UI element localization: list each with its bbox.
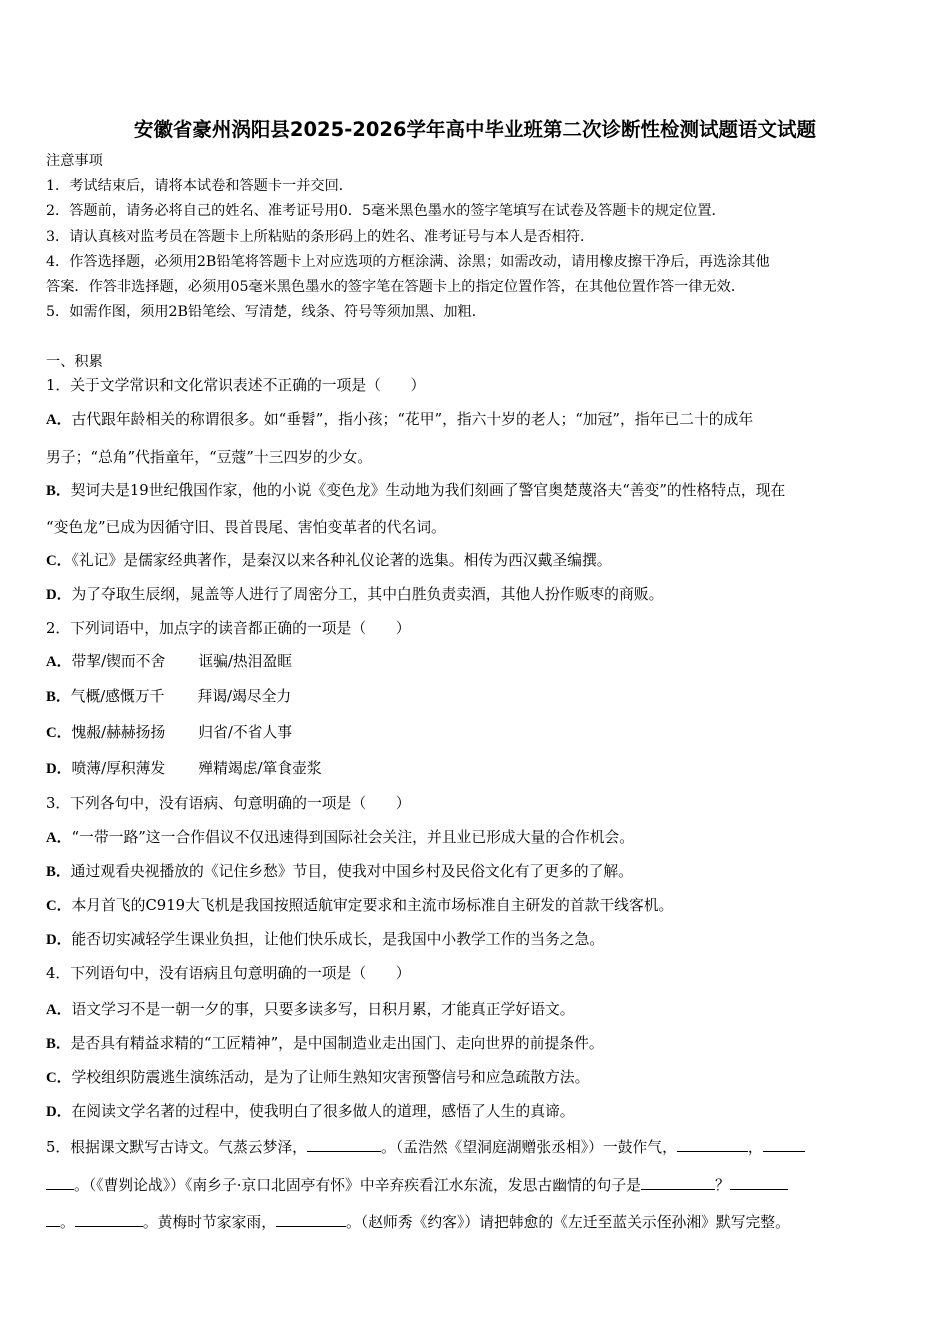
answer-blank[interactable] xyxy=(75,1212,143,1227)
notice-item: 答案．作答非选择题，必须用05毫米黑色墨水的签字笔在答题卡上的指定位置作答，在其他位置作答一律无效． xyxy=(46,279,746,295)
question-5-text: ， xyxy=(747,1139,763,1156)
question-2-option-c xyxy=(46,724,292,742)
option-text: 古代跟年龄相关的称谓很多。如“垂髫”，指小孩；“花甲”，指六十岁的老人；“加冠”，指年已二十的成年 xyxy=(71,411,754,428)
notice-item: 2．答题前，请务必将自己的姓名、准考证号用0．5毫米黑色墨水的签字笔填写在试卷及答题卡的规定位置． xyxy=(46,203,726,219)
option-text: 通过观看央视播放的《记住乡愁》节目，使我对中国乡村及民俗文化有了更多的了解。 xyxy=(70,863,633,880)
question-4-option-d xyxy=(46,1103,575,1121)
option-text: 拜谒/竭尽全力 xyxy=(197,688,292,705)
question-1-option-d xyxy=(46,586,663,604)
option-label: C． xyxy=(46,725,72,741)
question-1-option-b-cont: “变色龙”已成为因循守旧、畏首畏尾、害怕变革者的代名词。 xyxy=(46,519,446,536)
option-label: B． xyxy=(46,689,71,705)
question-2-option-a xyxy=(46,653,292,671)
option-text: 气概/感慨万千 xyxy=(70,688,165,705)
option-text: 《礼记》是儒家经典著作，是秦汉以来各种礼仪论著的选集。相传为西汉戴圣编撰。 xyxy=(71,552,612,569)
question-5-text: 。（孟浩然《望洞庭湖赠张丞相》）一鼓作气， xyxy=(380,1139,677,1156)
answer-blank[interactable] xyxy=(763,1137,805,1152)
question-1-stem: 1．关于文学常识和文化常识表述不正确的一项是（ ） xyxy=(46,377,426,394)
notice-item: 3．请认真核对监考员在答题卡上所粘贴的条形码上的姓名、准考证号与本人是否相符． xyxy=(46,229,595,245)
question-5-text: 。（《曹刿论战》）《南乡子·京口北固亭有怀》中辛弃疾看江水东流，发思古幽情的句子是 xyxy=(74,1177,641,1194)
question-2-option-d xyxy=(46,760,322,778)
option-text: 本月首飞的C919大飞机是我国按照适航审定要求和主流市场标准自主研发的首款干线客机。 xyxy=(71,897,674,914)
answer-blank[interactable] xyxy=(641,1175,715,1190)
option-text: 是否具有精益求精的“工匠精神”，是中国制造业走出国门、走向世界的前提条件。 xyxy=(70,1035,604,1052)
answer-blank[interactable] xyxy=(307,1137,381,1152)
option-label: D． xyxy=(46,761,72,777)
option-label: D． xyxy=(46,587,72,603)
question-5-line-3 xyxy=(46,1212,790,1232)
question-3-option-d xyxy=(46,931,604,949)
option-label: A． xyxy=(46,830,72,846)
question-4-stem: 4．下列语句中，没有语病且句意明确的一项是（ ） xyxy=(46,965,411,982)
answer-blank[interactable] xyxy=(46,1212,60,1227)
notice-item: 4．作答选择题，必须用2B铅笔将答题卡上对应选项的方框涂满、涂黑；如需改动，请用橡皮擦干净后，再选涂其他 xyxy=(46,254,770,270)
option-label: C． xyxy=(46,553,72,569)
question-2-stem: 2．下列词语中，加点字的读音都正确的一项是（ ） xyxy=(46,620,411,637)
question-1-option-c xyxy=(46,552,612,570)
option-text: 为了夺取生辰纲，晁盖等人进行了周密分工，其中白胜负责卖酒，其他人扮作贩枣的商贩。 xyxy=(71,586,664,603)
question-3-stem: 3．下列各句中，没有语病、句意明确的一项是（ ） xyxy=(46,795,411,812)
answer-blank[interactable] xyxy=(730,1175,788,1190)
question-3-option-c xyxy=(46,897,673,915)
question-4-option-c xyxy=(46,1069,589,1087)
question-4-option-a xyxy=(46,1001,575,1019)
option-text: 语文学习不是一朝一夕的事，只要多读多写，日积月累，才能真正学好语文。 xyxy=(71,1001,575,1018)
option-label: A． xyxy=(46,654,72,670)
option-label: C． xyxy=(46,1070,72,1086)
option-text: 愧赧/赫赫扬扬 xyxy=(71,724,166,741)
option-label: C． xyxy=(46,898,72,914)
question-1-option-a-cont: 男子；“总角”代指童年，“豆蔻”十三四岁的少女。 xyxy=(46,449,373,466)
question-5-text: 。 xyxy=(60,1214,75,1231)
option-label: D． xyxy=(46,932,72,948)
notice-item: 1．考试结束后，请将本试卷和答题卡一并交回． xyxy=(46,178,353,194)
option-text: 归省/不省人事 xyxy=(198,724,293,741)
option-text: 学校组织防震逃生演练活动，是为了让师生熟知灾害预警信号和应急疏散方法。 xyxy=(71,1069,590,1086)
question-2-option-b xyxy=(46,688,291,706)
option-text: 能否切实减轻学生课业负担，让他们快乐成长，是我国中小教学工作的当务之急。 xyxy=(71,931,605,948)
section-heading: 一、积累 xyxy=(46,354,103,370)
question-1-option-b xyxy=(46,482,785,500)
question-5-text: 。黄梅时节家家雨， xyxy=(142,1214,276,1231)
notice-heading: 注意事项 xyxy=(46,153,103,169)
question-3-option-a xyxy=(46,829,634,847)
question-5-line-2 xyxy=(46,1175,788,1195)
option-label: B． xyxy=(46,864,71,880)
question-5-line-1 xyxy=(46,1137,805,1157)
answer-blank[interactable] xyxy=(276,1212,346,1227)
option-label: D． xyxy=(46,1104,72,1120)
answer-blank[interactable] xyxy=(46,1175,74,1190)
option-text: 喷薄/厚积薄发 xyxy=(71,760,166,777)
option-text: “一带一路”这一合作倡议不仅迅速得到国际社会关注，并且业已形成大量的合作机会。 xyxy=(71,829,635,846)
question-4-option-b xyxy=(46,1035,604,1053)
option-text: 带挈/锲而不舍 xyxy=(71,653,166,670)
question-3-option-b xyxy=(46,863,633,881)
question-1-option-a xyxy=(46,411,753,429)
option-text: 契诃夫是19世纪俄国作家，他的小说《变色龙》生动地为我们刻画了警官奥楚蔑洛夫“善变”的性格特点，现在 xyxy=(70,482,786,499)
question-5-text: 。（赵师秀《约客》）请把韩愈的《左迁至蓝关示侄孙湘》默写完整。 xyxy=(346,1214,790,1231)
option-text: 诓骗/热泪盈眶 xyxy=(198,653,293,670)
option-label: B． xyxy=(46,483,71,499)
notice-item: 5．如需作图，须用2B铅笔绘、写清楚，线条、符号等须加黑、加粗． xyxy=(46,304,486,320)
option-text: 在阅读文学名著的过程中，使我明白了很多做人的道理，感悟了人生的真谛。 xyxy=(71,1103,575,1120)
answer-blank[interactable] xyxy=(677,1137,748,1152)
question-5-text: ？ xyxy=(714,1177,730,1194)
option-text: 殚精竭虑/箪食壶浆 xyxy=(198,760,322,777)
question-5-text: 5．根据课文默写古诗文。气蒸云梦泽， xyxy=(46,1139,307,1156)
page-title: 安徽省豪州涡阳县2025-2026学年高中毕业班第二次诊断性检测试题语文试题 xyxy=(133,118,817,141)
option-label: A． xyxy=(46,412,72,428)
option-label: A． xyxy=(46,1002,72,1018)
option-label: B． xyxy=(46,1036,71,1052)
